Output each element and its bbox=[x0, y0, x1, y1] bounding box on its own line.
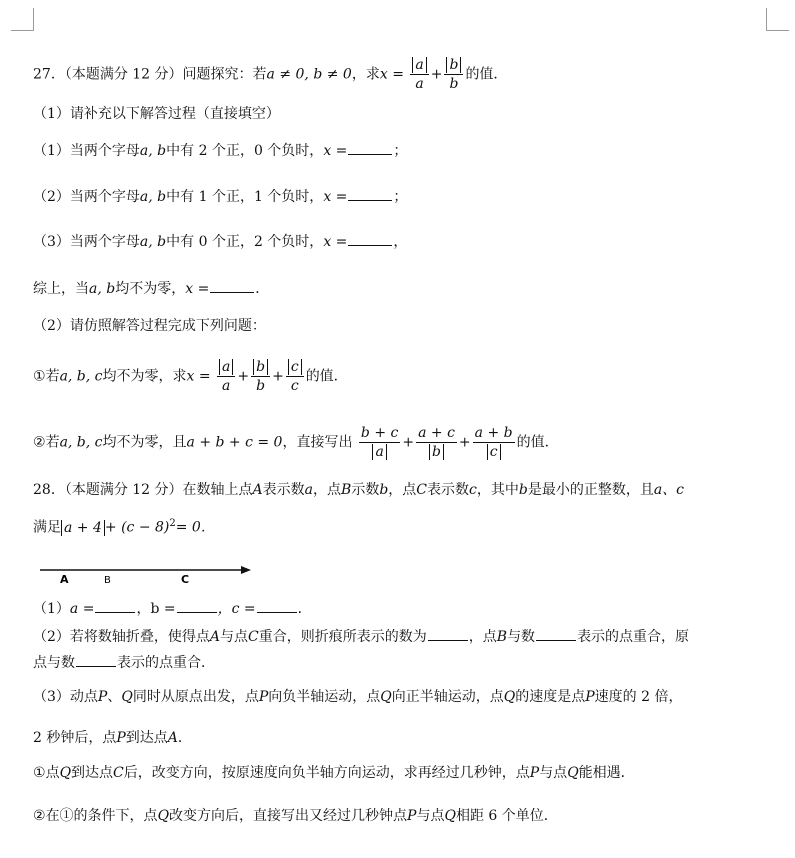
frac-ab-over-abs-c: $\frac{a + b}{c}$ bbox=[474, 425, 513, 460]
frac-abs-a-over-a: $\frac{a}{a}$ bbox=[217, 358, 235, 395]
q28-sub2: ②在①的条件下，点Q改变方向后，直接写出又经过几秒钟点P与点Q相距 6 个单位． bbox=[33, 808, 558, 824]
q28-part2-line2: 点与数 表示的点重合． bbox=[33, 652, 215, 673]
answer-blank[interactable] bbox=[348, 140, 392, 155]
q28-sub1: ①点Q到达点C后，改变方向，按原速度向负半轴方向运动，求再经过几秒钟，点P与点Q能相遇． bbox=[33, 765, 635, 781]
number-line bbox=[38, 560, 253, 586]
q27-case1: （1）当两个字母a, b中有 2 个正，0 个负时，x = ； bbox=[33, 140, 407, 161]
q27-summary: 综上，当a, b均不为零，x = ． bbox=[33, 278, 269, 299]
q28-number: 28． bbox=[33, 482, 65, 498]
answer-blank[interactable] bbox=[348, 231, 392, 246]
frac-abs-c-over-c: $\frac{c}{c}$ bbox=[286, 358, 304, 395]
q27-score: （本题满分 12 分） bbox=[64, 66, 183, 83]
q27-condition: a ≠ 0, b ≠ 0 bbox=[266, 66, 352, 83]
q28-header: 28．（本题满分 12 分）在数轴上点A表示数a，点B示数b，点C表示数c，其中b是最小的正整数，且a、c bbox=[33, 482, 685, 498]
q28-part2-line1: （2）若将数轴折叠，使得点A与点C重合，则折痕所表示的数为 ，点B与数 表示的点重合，原 bbox=[33, 626, 689, 647]
crop-mark-left bbox=[11, 8, 34, 31]
q28-part3-line1: （3）动点P、Q同时从原点出发，点P向负半轴运动，点Q向正半轴运动，点Q的速度是点P速度的 2 倍， bbox=[33, 689, 683, 705]
frac-abs-a-over-a: $\frac{a}{a}$ bbox=[410, 56, 428, 93]
q28-condition: 满足 $a + 4 + (c - 8)^2= 0$． bbox=[33, 518, 215, 536]
q28-score: （本题满分 12 分） bbox=[64, 482, 183, 498]
q27-sub2: ②若a, b, c均不为零，且a + b + c = 0，直接写出 $\frac{b + c}{a}$ + $\frac{a + c}{b}$ + $\frac{a + b}{c}$ 的值． bbox=[33, 425, 559, 460]
q27-part1-title: （1）请补充以下解答过程（直接填空） bbox=[33, 106, 280, 122]
answer-blank[interactable] bbox=[95, 598, 135, 613]
q27-case3: （3）当两个字母a, b中有 0 个正，2 个负时，x = ， bbox=[33, 231, 407, 252]
q28-part3-line2: 2 秒钟后，点P到达点A． bbox=[33, 730, 192, 746]
q27-header: 27．（本题满分 12 分）问题探究：若a ≠ 0, b ≠ 0，求x = $\frac{a}{a}$ + $\frac{b}{b}$ 的值． bbox=[33, 57, 508, 92]
answer-blank[interactable] bbox=[348, 186, 392, 201]
answer-blank[interactable] bbox=[536, 626, 576, 641]
crop-mark-right bbox=[766, 8, 789, 31]
point-c-label: C bbox=[181, 573, 190, 586]
number-line-arrow bbox=[241, 566, 251, 574]
frac-ac-over-abs-b: $\frac{a + c}{b}$ bbox=[418, 425, 455, 460]
q27-number: 27． bbox=[33, 66, 65, 83]
frac-abs-b-over-b: $\frac{b}{b}$ bbox=[251, 358, 270, 395]
q27-part2-title: （2）请仿照解答过程完成下列问题： bbox=[33, 318, 266, 334]
q28-part1: （1）a = ，b = ，c = ． bbox=[33, 598, 312, 619]
answer-blank[interactable] bbox=[428, 626, 468, 641]
q27-case2: （2）当两个字母a, b中有 1 个正，1 个负时，x = ； bbox=[33, 186, 407, 207]
frac-bc-over-abs-a: $\frac{b + c}{a}$ bbox=[360, 425, 399, 460]
frac-abs-b-over-b: $\frac{b}{b}$ bbox=[444, 56, 463, 93]
point-a-label: A bbox=[60, 573, 69, 586]
answer-blank[interactable] bbox=[76, 652, 116, 667]
answer-blank[interactable] bbox=[210, 278, 254, 293]
answer-blank[interactable] bbox=[257, 598, 297, 613]
q27-sub1: ①若a, b, c均不为零，求x = $\frac{a}{a}$ + $\frac{b}{b}$ + $\frac{c}{c}$ 的值． bbox=[33, 359, 348, 394]
answer-blank[interactable] bbox=[177, 598, 217, 613]
point-b-label: B bbox=[104, 575, 111, 586]
